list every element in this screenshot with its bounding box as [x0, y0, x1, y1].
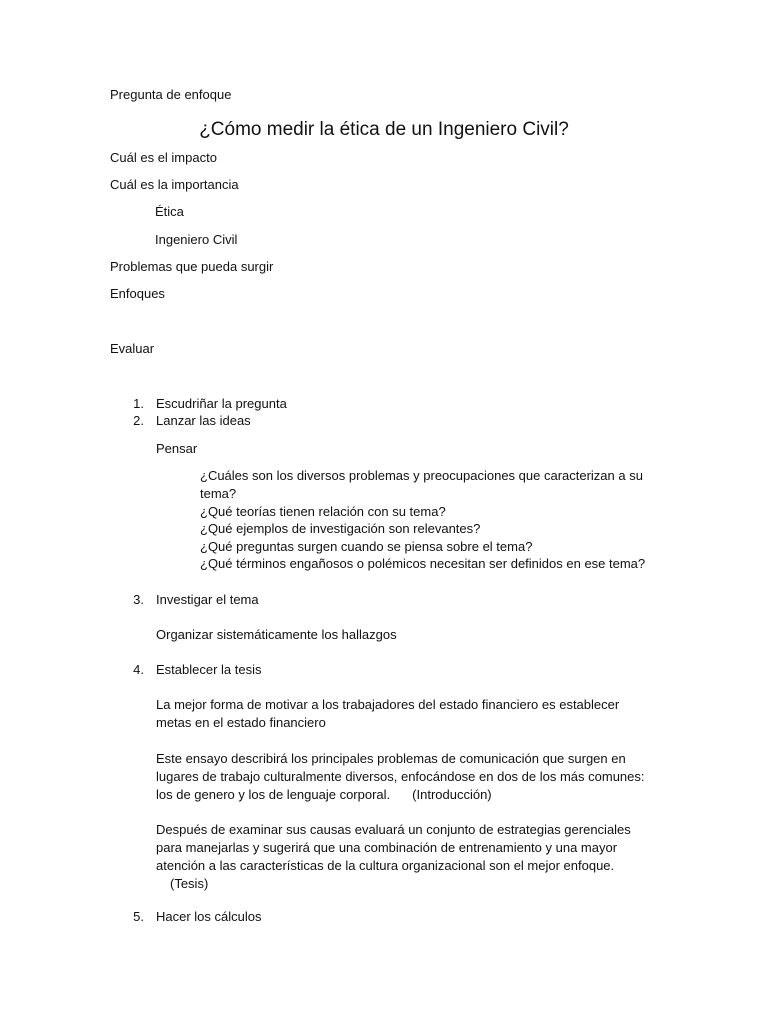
question-4: ¿Qué preguntas surgen cuando se piensa sobre el tema? — [200, 539, 533, 554]
step-5-number: 5. — [133, 909, 144, 924]
question-1: ¿Cuáles son los diversos problemas y preocupaciones que caracterizan a su tema? — [200, 468, 643, 501]
tesis-tag: (Tesis) — [170, 876, 209, 891]
step-2-number: 2. — [133, 413, 144, 428]
page-title: ¿Cómo medir la ética de un Ingeniero Civil? — [199, 119, 569, 140]
outline-impacto: Cuál es el impacto — [110, 150, 217, 165]
step-5-text: Hacer los cálculos — [156, 909, 262, 924]
question-3: ¿Qué ejemplos de investigación son relevantes? — [200, 521, 481, 536]
outline-enfoques: Enfoques — [110, 286, 165, 301]
evaluar-heading: Evaluar — [110, 341, 155, 356]
outline-importancia: Cuál es la importancia — [110, 177, 239, 192]
step-4-paragraph-3-text: Después de examinar sus causas evaluará un conjunto de estrategias gerenciales para manejarlas y sugerirá que una combinación de entrenamiento y una mayor atención a las características de la cultura organizacional son el mejor enfoque. — [156, 822, 631, 873]
step-3-detail: Organizar sistemáticamente los hallazgos — [156, 627, 397, 642]
step-1-text: Escudriñar la pregunta — [156, 396, 287, 411]
outline-problemas: Problemas que pueda surgir — [110, 259, 274, 274]
step-4-paragraph-3 — [156, 821, 646, 893]
step-4-paragraph-2-text: Este ensayo describirá los principales problemas de comunicación que surgen en lugares de trabajo culturalmente diversos, enfocándose en dos de los más comunes: los de genero y los de lenguaje corporal. — [156, 751, 645, 802]
step-4-number: 4. — [133, 662, 144, 677]
step-2-text: Lanzar las ideas — [156, 413, 251, 428]
question-2: ¿Qué teorías tienen relación con su tema? — [200, 504, 446, 519]
step-4-text: Establecer la tesis — [156, 662, 262, 677]
outline-sub-etica: Ética — [155, 204, 184, 219]
step-4-paragraph-2 — [156, 750, 646, 804]
introduccion-tag: (Introducción) — [412, 787, 492, 802]
step-4-paragraph-1: La mejor forma de motivar a los trabajadores del estado financiero es establecer metas en el estado financiero — [156, 697, 620, 730]
pensar-label: Pensar — [156, 441, 198, 456]
outline-sub-ingeniero: Ingeniero Civil — [155, 232, 238, 247]
question-5: ¿Qué términos engañosos o polémicos necesitan ser definidos en ese tema? — [200, 556, 646, 571]
header-label: Pregunta de enfoque — [110, 87, 232, 102]
step-3-number: 3. — [133, 592, 144, 607]
step-3-text: Investigar el tema — [156, 592, 259, 607]
step-1-number: 1. — [133, 396, 144, 411]
